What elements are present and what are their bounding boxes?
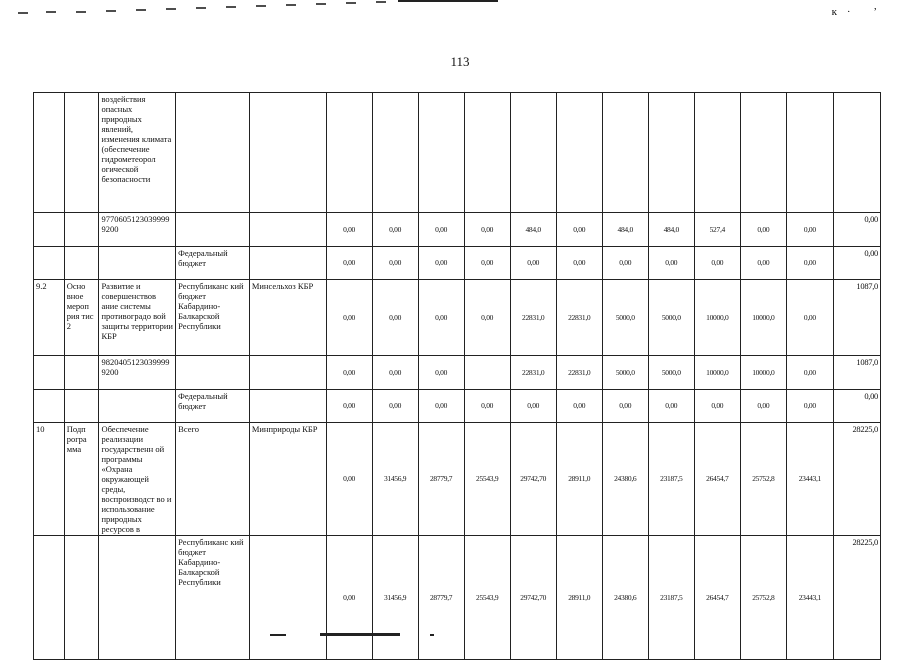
year-value-cell: 0,00 xyxy=(372,213,418,247)
year-value-cell: 0,00 xyxy=(418,356,464,390)
row-executor xyxy=(249,213,326,247)
year-value-cell: 5000,0 xyxy=(648,280,694,356)
row-description xyxy=(99,536,176,660)
year-value-cell: 23187,5 xyxy=(648,536,694,660)
table-row xyxy=(34,356,881,390)
row-description xyxy=(99,247,176,280)
last-year-value-cell: 0,00 xyxy=(833,390,880,423)
row-type xyxy=(64,390,99,423)
year-value-cell: 25543,9 xyxy=(464,536,510,660)
row-number xyxy=(34,536,65,660)
row-number xyxy=(34,390,65,423)
budget-table xyxy=(33,92,881,660)
year-value-cell: 0,00 xyxy=(556,213,602,247)
year-value-cell: 0,00 xyxy=(740,247,786,280)
row-type xyxy=(64,213,99,247)
year-value-cell: 0,00 xyxy=(694,390,740,423)
row-description: Развитие и совершенствов ание системы противоградо вой защиты территории КБР xyxy=(99,280,176,356)
table-row xyxy=(34,390,881,423)
year-value-cell: 0,00 xyxy=(786,213,833,247)
row-funding-source xyxy=(176,93,250,213)
year-value-cell: 0,00 xyxy=(694,247,740,280)
last-year-value-cell: 28225,0 xyxy=(833,536,880,660)
table-row xyxy=(34,536,881,660)
row-description: воздействия опасных природных явлений, изменения климата (обеспечение гидрометеорол огической безопасности xyxy=(99,93,176,213)
year-value-cell: 28911,0 xyxy=(556,423,602,536)
year-value-cell xyxy=(740,93,786,213)
year-value-cell: 0,00 xyxy=(556,390,602,423)
row-number xyxy=(34,213,65,247)
year-value-cell: 0,00 xyxy=(418,247,464,280)
year-value-cell: 29742,70 xyxy=(510,423,556,536)
row-funding-source: Всего xyxy=(176,423,250,536)
year-value-cell: 10000,0 xyxy=(740,280,786,356)
year-value-cell: 0,00 xyxy=(464,390,510,423)
year-value-cell: 28911,0 xyxy=(556,536,602,660)
row-funding-source: Федеральный бюджет xyxy=(176,390,250,423)
row-executor xyxy=(249,93,326,213)
row-executor: Минприроды КБР xyxy=(249,423,326,536)
scan-edge-dashes xyxy=(0,0,905,20)
year-value-cell: 0,00 xyxy=(786,390,833,423)
year-value-cell: 0,00 xyxy=(326,213,372,247)
year-value-cell xyxy=(464,93,510,213)
row-description: 98204051230399999200 xyxy=(99,356,176,390)
row-funding-source: Республиканс кий бюджет Кабардино-Балкарской Республики xyxy=(176,280,250,356)
row-type xyxy=(64,247,99,280)
year-value-cell: 0,00 xyxy=(648,390,694,423)
year-value-cell: 10000,0 xyxy=(694,280,740,356)
year-value-cell: 22831,0 xyxy=(510,280,556,356)
year-value-cell: 5000,0 xyxy=(602,356,648,390)
budget-table-body xyxy=(34,93,881,660)
year-value-cell: 0,00 xyxy=(510,390,556,423)
year-value-cell xyxy=(372,93,418,213)
year-value-cell: 484,0 xyxy=(648,213,694,247)
year-value-cell: 0,00 xyxy=(740,390,786,423)
year-value-cell: 25752,8 xyxy=(740,423,786,536)
year-value-cell: 28779,7 xyxy=(418,423,464,536)
year-value-cell: 0,00 xyxy=(326,247,372,280)
last-year-value-cell: 0,00 xyxy=(833,247,880,280)
year-value-cell: 0,00 xyxy=(786,247,833,280)
year-value-cell: 10000,0 xyxy=(740,356,786,390)
row-funding-source xyxy=(176,213,250,247)
year-value-cell: 23443,1 xyxy=(786,536,833,660)
year-value-cell: 0,00 xyxy=(556,247,602,280)
year-value-cell: 0,00 xyxy=(786,280,833,356)
row-type xyxy=(64,356,99,390)
year-value-cell: 0,00 xyxy=(418,213,464,247)
row-description xyxy=(99,390,176,423)
year-value-cell xyxy=(786,93,833,213)
row-type: Осно вное мероп рия тис 2 xyxy=(64,280,99,356)
year-value-cell xyxy=(418,93,464,213)
year-value-cell: 26454,7 xyxy=(694,536,740,660)
year-value-cell: 23443,1 xyxy=(786,423,833,536)
year-value-cell xyxy=(648,93,694,213)
row-type xyxy=(64,536,99,660)
row-number: 10 xyxy=(34,423,65,536)
year-value-cell: 0,00 xyxy=(740,213,786,247)
year-value-cell: 0,00 xyxy=(418,280,464,356)
year-value-cell: 22831,0 xyxy=(510,356,556,390)
table-row xyxy=(34,247,881,280)
year-value-cell: 527,4 xyxy=(694,213,740,247)
year-value-cell: 0,00 xyxy=(464,247,510,280)
year-value-cell: 0,00 xyxy=(372,280,418,356)
table-row xyxy=(34,213,881,247)
year-value-cell: 23187,5 xyxy=(648,423,694,536)
year-value-cell xyxy=(464,356,510,390)
year-value-cell: 0,00 xyxy=(326,536,372,660)
row-description: Обеспечение реализации государственн ой программы «Охрана окружающей среды, воспроизводст во и использование природных ресурсов в xyxy=(99,423,176,536)
last-year-value-cell: 1087,0 xyxy=(833,356,880,390)
row-type xyxy=(64,93,99,213)
year-value-cell: 0,00 xyxy=(648,247,694,280)
year-value-cell: 0,00 xyxy=(372,390,418,423)
last-year-value-cell: 1087,0 xyxy=(833,280,880,356)
row-executor xyxy=(249,356,326,390)
page-number: 113 xyxy=(450,54,470,69)
year-value-cell xyxy=(510,93,556,213)
year-value-cell: 0,00 xyxy=(372,247,418,280)
row-number xyxy=(34,356,65,390)
row-executor xyxy=(249,247,326,280)
corner-marks: к· ’ xyxy=(831,6,887,18)
year-value-cell: 0,00 xyxy=(464,280,510,356)
year-value-cell: 5000,0 xyxy=(602,280,648,356)
row-funding-source xyxy=(176,356,250,390)
row-number xyxy=(34,247,65,280)
year-value-cell: 0,00 xyxy=(602,390,648,423)
last-year-value-cell: 0,00 xyxy=(833,213,880,247)
row-funding-source: Республиканс кий бюджет Кабардино-Балкарской Республики xyxy=(176,536,250,660)
year-value-cell xyxy=(694,93,740,213)
year-value-cell: 29742,70 xyxy=(510,536,556,660)
year-value-cell xyxy=(326,93,372,213)
row-type: Подп рогра мма xyxy=(64,423,99,536)
year-value-cell: 0,00 xyxy=(602,247,648,280)
year-value-cell: 26454,7 xyxy=(694,423,740,536)
year-value-cell: 28779,7 xyxy=(418,536,464,660)
row-executor: Минсельхоз КБР xyxy=(249,280,326,356)
year-value-cell: 0,00 xyxy=(326,356,372,390)
row-number: 9.2 xyxy=(34,280,65,356)
year-value-cell: 25543,9 xyxy=(464,423,510,536)
year-value-cell: 0,00 xyxy=(510,247,556,280)
table-row xyxy=(34,93,881,213)
year-value-cell: 22831,0 xyxy=(556,356,602,390)
table-row xyxy=(34,423,881,536)
last-year-value-cell xyxy=(833,93,880,213)
row-executor xyxy=(249,536,326,660)
year-value-cell: 5000,0 xyxy=(648,356,694,390)
year-value-cell: 0,00 xyxy=(326,280,372,356)
year-value-cell: 484,0 xyxy=(602,213,648,247)
row-description: 97706051230399999200 xyxy=(99,213,176,247)
year-value-cell xyxy=(602,93,648,213)
year-value-cell: 10000,0 xyxy=(694,356,740,390)
year-value-cell: 484,0 xyxy=(510,213,556,247)
year-value-cell xyxy=(556,93,602,213)
row-number xyxy=(34,93,65,213)
year-value-cell: 24380,6 xyxy=(602,423,648,536)
year-value-cell: 0,00 xyxy=(464,213,510,247)
year-value-cell: 0,00 xyxy=(418,390,464,423)
row-funding-source: Федеральный бюджет xyxy=(176,247,250,280)
table-row xyxy=(34,280,881,356)
year-value-cell: 24380,6 xyxy=(602,536,648,660)
year-value-cell: 31456,9 xyxy=(372,536,418,660)
row-executor xyxy=(249,390,326,423)
scan-bottom-marks xyxy=(270,632,570,638)
year-value-cell: 22831,0 xyxy=(556,280,602,356)
year-value-cell: 0,00 xyxy=(372,356,418,390)
last-year-value-cell: 28225,0 xyxy=(833,423,880,536)
year-value-cell: 31456,9 xyxy=(372,423,418,536)
year-value-cell: 0,00 xyxy=(326,390,372,423)
year-value-cell: 25752,8 xyxy=(740,536,786,660)
year-value-cell: 0,00 xyxy=(326,423,372,536)
year-value-cell: 0,00 xyxy=(786,356,833,390)
